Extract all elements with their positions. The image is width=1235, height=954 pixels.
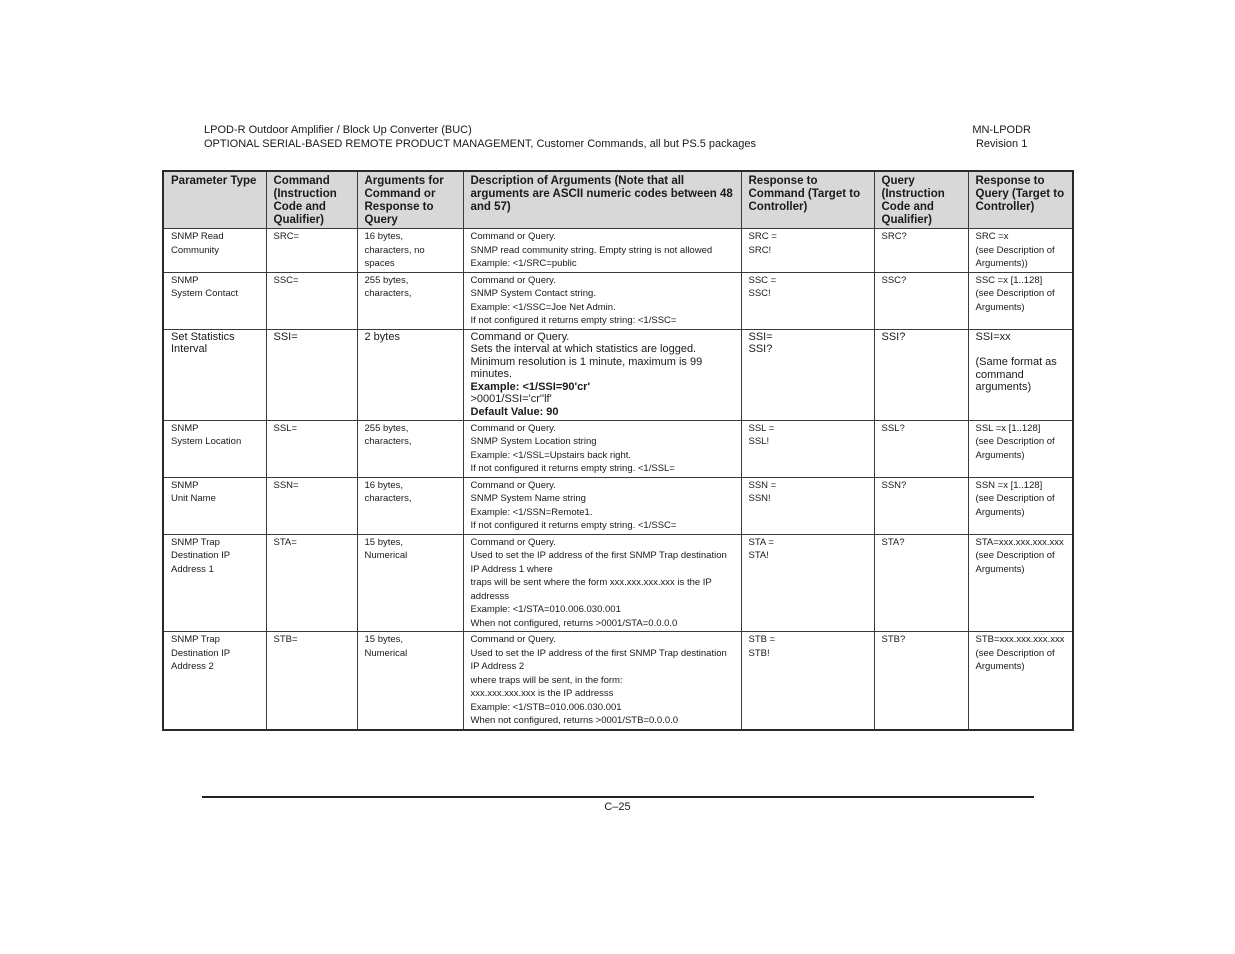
cell-line: System Contact [171, 288, 239, 299]
parameter-type-cell [163, 420, 266, 477]
description-cell [463, 477, 741, 534]
cell-line: command [975, 368, 1024, 381]
cell-line: STA! [748, 550, 769, 562]
cell-line: STB! [748, 647, 770, 659]
query-response-cell [968, 329, 1073, 420]
cell-line: SSC =x [1..128] [975, 274, 1043, 286]
cell-line: (see Description of [975, 647, 1055, 659]
table-row [163, 477, 1073, 534]
arguments-cell [357, 420, 463, 477]
cell-line: System Location [171, 436, 242, 448]
table-row [163, 272, 1073, 329]
arguments-cell [357, 272, 463, 329]
cell-line: SNMP Trap [171, 536, 220, 548]
cell-line: Command or Query. [470, 330, 570, 343]
cell-line: SSL! [748, 436, 770, 448]
table-header-row [163, 171, 1073, 229]
cell-line: Destination IP [171, 647, 231, 659]
response-cell [741, 534, 874, 632]
query-response-cell [968, 272, 1073, 329]
cell-line: Example: <1/SSI=90'cr' [470, 380, 591, 393]
cell-line: Command or Query. [470, 536, 556, 548]
parameter-type-cell [163, 272, 266, 329]
document-header [204, 123, 756, 151]
cell-line: Arguments) [975, 563, 1025, 575]
cell-line: Arguments) [975, 661, 1025, 673]
response-cell [741, 420, 874, 477]
cell-line: (see Description of [975, 436, 1055, 448]
command-cell [266, 420, 357, 477]
cell-line: characters, [364, 436, 412, 448]
cell-line: SNMP System Location string [470, 436, 597, 448]
cell-line: Command or Query. [470, 422, 556, 434]
cell-line: SSC! [748, 288, 771, 299]
cell-line: Example: <1/SSN=Remote1. [470, 506, 593, 518]
cell-line: SNMP [171, 422, 199, 434]
parameter-type-cell [163, 534, 266, 632]
cell-line: SNMP System Name string [470, 493, 586, 505]
cell-line: Numerical [364, 647, 408, 659]
cell-line: Community [171, 244, 220, 256]
column-header: Parameter Type [163, 171, 266, 229]
header-title-line2: OPTIONAL SERIAL-BASED REMOTE PRODUCT MANAGEMENT, Customer Commands, all but PS.5 packages [204, 138, 756, 150]
cell-line: Unit Name [171, 493, 216, 505]
cell-line: SNMP System Contact string. [470, 288, 596, 299]
cell-line: SNMP read community string. Empty string is not allowed [470, 244, 713, 256]
cell-line: xxx.xxx.xxx.xxx is the IP addresss [470, 688, 614, 700]
column-header: Response to Command (Target to Controller) [741, 171, 874, 229]
cell-line: Set Statistics [171, 330, 235, 343]
command-cell [266, 329, 357, 420]
cell-line: STA=xxx.xxx.xxx.xxx [975, 536, 1064, 548]
cell-line: IP Address 1 where [470, 563, 553, 575]
cell-line: Arguments)) [975, 258, 1028, 269]
command-cell [266, 477, 357, 534]
cell-line: SSC = [748, 274, 777, 286]
revision: Revision 1 [975, 138, 1028, 150]
query-response-cell [968, 632, 1073, 730]
cell-line: SSI= [273, 330, 298, 343]
cell-line: Minimum resolution is 1 minute, maximum is 99 [470, 355, 703, 368]
parameter-type-cell [163, 329, 266, 420]
cell-line: Example: <1/STA=010.006.030.001 [470, 604, 621, 616]
query-cell [874, 229, 968, 273]
cell-line: STA? [881, 536, 905, 548]
cell-line: 16 bytes, [364, 479, 404, 491]
cell-line: Interval [171, 343, 208, 356]
arguments-cell [357, 534, 463, 632]
cell-line: STB=xxx.xxx.xxx.xxx [975, 634, 1065, 646]
description-cell [463, 272, 741, 329]
cell-line: When not configured, returns >0001/STA=0.0.0.0 [470, 617, 678, 629]
cell-line: (see Description of [975, 550, 1055, 562]
response-cell [741, 632, 874, 730]
cell-line: 255 bytes, [364, 422, 409, 434]
cell-line: 16 bytes, [364, 231, 404, 242]
cell-line: SNMP [171, 274, 199, 286]
column-header: Response to Query (Target to Controller) [968, 171, 1073, 229]
cell-line: SNMP Trap [171, 634, 220, 646]
arguments-cell [357, 329, 463, 420]
cell-line: where traps will be sent, in the form: [470, 674, 623, 686]
query-cell [874, 329, 968, 420]
arguments-cell [357, 229, 463, 273]
cell-line: SSI=xx [975, 330, 1011, 343]
cell-line: Example: <1/SSL=Upstairs back right. [470, 449, 632, 461]
description-cell [463, 229, 741, 273]
page-number: C–25 [604, 801, 631, 813]
cell-line: SSC= [273, 274, 299, 286]
cell-line: SNMP Read [171, 231, 224, 242]
command-cell [266, 272, 357, 329]
response-cell [741, 272, 874, 329]
doc-id: MN-LPODR [972, 124, 1031, 136]
cell-line: Sets the interval at which statistics are logged. [470, 343, 697, 356]
description-cell [463, 329, 741, 420]
cell-line: Address 1 [171, 563, 214, 575]
cell-line: Command or Query. [470, 231, 556, 242]
description-cell [463, 534, 741, 632]
cell-line: SSI? [881, 330, 906, 343]
cell-line: SSL = [748, 422, 775, 434]
description-cell [463, 420, 741, 477]
parameter-type-cell [163, 477, 266, 534]
cell-line: Arguments) [975, 449, 1025, 461]
query-response-cell [968, 534, 1073, 632]
cell-line: characters, [364, 288, 412, 299]
cell-line: addresss [470, 590, 510, 602]
cell-line: SSI? [748, 343, 773, 356]
cell-line: Arguments) [975, 301, 1025, 313]
cell-line: 15 bytes, [364, 634, 404, 646]
cell-line: characters, [364, 493, 412, 505]
cell-line [976, 343, 1067, 356]
query-cell [874, 477, 968, 534]
cell-line: SRC= [273, 231, 300, 242]
column-header: Command (Instruction Code and Qualifier) [266, 171, 357, 229]
cell-line: SSL= [273, 422, 298, 434]
cell-line: SRC = [748, 231, 777, 242]
column-header: Description of Arguments (Note that all arguments are ASCII numeric codes between 48 and 57) [463, 171, 741, 229]
cell-line: Used to set the IP address of the first SNMP Trap destination [470, 550, 727, 562]
command-cell [266, 534, 357, 632]
cell-line: Example: <1/STB=010.006.030.001 [470, 701, 622, 713]
cell-line: 15 bytes, [364, 536, 404, 548]
cell-line: (see Description of [975, 288, 1055, 299]
cell-line: Address 2 [171, 661, 214, 673]
table-body [163, 229, 1073, 730]
cell-line: SRC =x [975, 231, 1009, 242]
cell-line: SSL =x [1..128] [975, 422, 1041, 434]
cell-line: STA= [273, 536, 297, 548]
cell-line: SSN = [748, 479, 777, 491]
arguments-cell [357, 477, 463, 534]
table-row [163, 329, 1073, 420]
cell-line: (see Description of [975, 493, 1055, 505]
cell-line: Command or Query. [470, 479, 556, 491]
table-row [163, 420, 1073, 477]
parameter-type-cell [163, 632, 266, 730]
cell-line: minutes. [470, 368, 513, 381]
cell-line: Default Value: 90 [470, 406, 559, 419]
cell-line: When not configured, returns >0001/STB=0.0.0.0 [470, 715, 679, 727]
cell-line: If not configured it returns empty string. <1/SSL= [470, 463, 675, 475]
cell-line: 255 bytes, [364, 274, 409, 286]
cell-line: Example: <1/SSC=Joe Net Admin. [470, 301, 616, 313]
query-cell [874, 632, 968, 730]
cell-line: STB= [273, 634, 298, 646]
query-cell [874, 272, 968, 329]
cell-line: Destination IP [171, 550, 231, 562]
cell-line: SSN! [748, 493, 771, 505]
query-response-cell [968, 229, 1073, 273]
cell-line: STB? [881, 634, 906, 646]
response-cell [741, 229, 874, 273]
header-title-line1: LPOD-R Outdoor Amplifier / Block Up Converter (BUC) [204, 124, 472, 136]
query-response-cell [968, 477, 1073, 534]
cell-line: IP Address 2 [470, 661, 525, 673]
footer-rule [202, 796, 1034, 798]
table-row [163, 632, 1073, 730]
cell-line: Example: <1/SRC=public [470, 258, 577, 269]
column-header: Query (Instruction Code and Qualifier) [874, 171, 968, 229]
cell-line: Command or Query. [470, 634, 556, 646]
command-cell [266, 229, 357, 273]
cell-line: SRC? [881, 231, 907, 242]
cell-line: (Same format as [975, 356, 1057, 369]
query-cell [874, 420, 968, 477]
cell-line: SSN= [273, 479, 299, 491]
command-cell [266, 632, 357, 730]
parameter-type-cell [163, 229, 266, 273]
cell-line: Command or Query. [470, 274, 556, 286]
query-response-cell [968, 420, 1073, 477]
cell-line: Used to set the IP address of the first SNMP Trap destination [470, 647, 727, 659]
table-row [163, 229, 1073, 273]
arguments-cell [357, 632, 463, 730]
cell-line: STB = [748, 634, 776, 646]
cell-line: traps will be sent where the form xxx.xxx.xxx.xxx is the IP [470, 577, 712, 589]
description-cell [463, 632, 741, 730]
cell-line: characters, no [364, 244, 425, 256]
table-row [163, 534, 1073, 632]
cell-line: SSN =x [1..128] [975, 479, 1043, 491]
cell-line: SSL? [881, 422, 905, 434]
cell-line: 2 bytes [364, 330, 400, 343]
cell-line: STA = [748, 536, 774, 548]
response-cell [741, 477, 874, 534]
document-id-block [972, 123, 1031, 151]
cell-line: SNMP [171, 479, 199, 491]
cell-line: SSC? [881, 274, 907, 286]
column-header: Arguments for Command or Response to Query [357, 171, 463, 229]
cell-line: >0001/SSI='cr''lf' [470, 393, 552, 406]
cell-line: SRC! [748, 244, 772, 256]
cell-line: SSN? [881, 479, 907, 491]
cell-line: spaces [364, 258, 395, 269]
cell-line: arguments) [975, 381, 1032, 394]
cell-line: Arguments) [975, 506, 1025, 518]
command-table [162, 170, 1074, 731]
query-cell [874, 534, 968, 632]
cell-line: Numerical [364, 550, 408, 562]
response-cell [741, 329, 874, 420]
cell-line: (see Description of [975, 244, 1055, 256]
cell-line: If not configured it returns empty string. <1/SSC= [470, 520, 677, 532]
cell-line: If not configured it returns empty string: <1/SSC= [470, 315, 677, 326]
cell-line: SSI= [748, 330, 773, 343]
